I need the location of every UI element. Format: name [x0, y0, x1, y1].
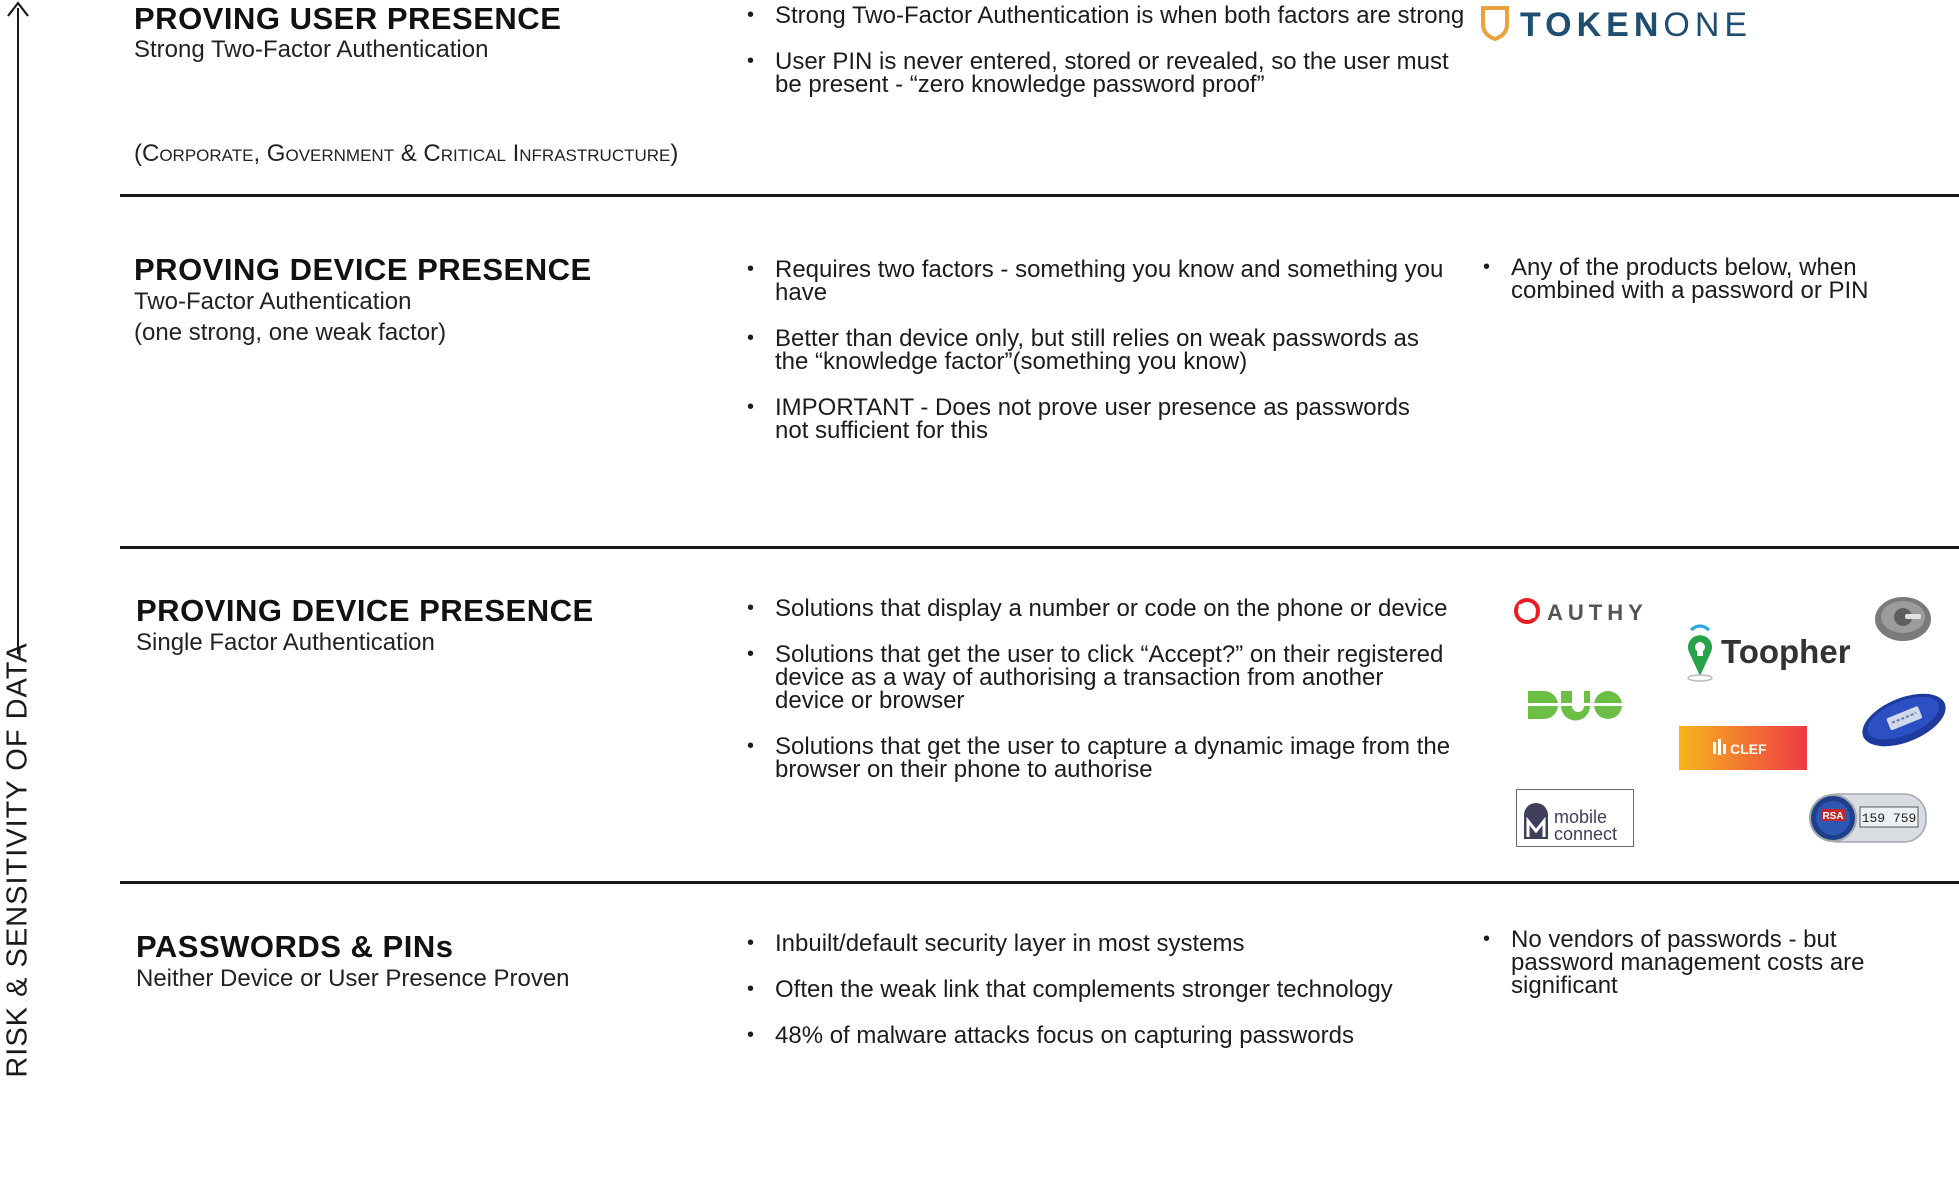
row-note: (Corporate, Government & Critical Infrastructure)	[134, 140, 679, 167]
rsa-securid-logo	[1806, 788, 1928, 853]
row-divider	[120, 194, 1959, 197]
duo-logo	[1528, 688, 1624, 727]
row-divider	[120, 881, 1959, 884]
key-fob-icon	[1872, 594, 1934, 644]
svg-text:159 759: 159 759	[1861, 811, 1917, 826]
description-item: • Inbuilt/default security layer in most systems	[775, 932, 1425, 955]
description-item: • 48% of malware attacks focus on capturing passwords	[775, 1024, 1425, 1047]
row-title: PASSWORDS & PINs	[136, 929, 454, 964]
tokenone-logo	[1480, 4, 1780, 47]
description-list	[745, 4, 1465, 119]
svg-text:connect: connect	[1554, 824, 1618, 844]
blue-token-logo	[1858, 688, 1950, 757]
rsa-securid-icon	[1806, 788, 1928, 848]
description-item: • Better than device only, but still relies on weak passwords as the “knowledge factor”(something you know)	[775, 327, 1445, 373]
row-title: PROVING USER PRESENCE	[134, 1, 562, 36]
row-subtitle: Single Factor Authentication	[136, 629, 435, 656]
vendor-item: • No vendors of passwords - but password management costs are significant	[1511, 928, 1931, 997]
authy-icon	[1516, 600, 1538, 622]
description-item: • Solutions that display a number or code on the phone or device	[775, 597, 1455, 620]
authy-logo	[1514, 596, 1664, 631]
description-item: • Often the weak link that complements stronger technology	[775, 978, 1425, 1001]
vendor-list	[1481, 928, 1931, 1020]
clef-logo	[1679, 726, 1807, 775]
svg-text:Toopher: Toopher	[1721, 633, 1851, 670]
description-list	[745, 597, 1455, 804]
vendor-list	[1481, 256, 1871, 325]
svg-text:CLEF: CLEF	[1730, 741, 1767, 757]
axis-label: RISK & SENSITIVITY OF DATA	[1, 642, 34, 1078]
svg-text:AUTHY: AUTHY	[1547, 600, 1648, 625]
row-divider	[120, 546, 1959, 549]
description-item: • User PIN is never entered, stored or revealed, so the user must be present - “zero knowledge password proof”	[775, 50, 1465, 96]
duo-icon	[1528, 688, 1624, 722]
description-item: • IMPORTANT - Does not prove user presence as passwords not sufficient for this	[775, 396, 1445, 442]
row-title: PROVING DEVICE PRESENCE	[134, 252, 592, 287]
description-item: • Solutions that get the user to capture a dynamic image from the browser on their phone to authorise	[775, 735, 1455, 781]
toopher-logo	[1683, 620, 1853, 687]
toopher-pin-icon	[1688, 626, 1712, 681]
description-list	[745, 932, 1425, 1070]
svg-text:TOKENONE: TOKENONE	[1520, 6, 1753, 42]
vendor-item: • Any of the products below, when combined with a password or PIN	[1511, 256, 1871, 302]
mobile-connect-logo	[1516, 789, 1636, 854]
blue-token-icon	[1858, 688, 1950, 752]
mobile-connect-icon	[1524, 803, 1548, 839]
row-subtitle: Two-Factor Authentication	[134, 288, 412, 315]
row-subtitle: Neither Device or User Presence Proven	[136, 965, 570, 992]
svg-text:mobile: mobile	[1554, 807, 1608, 827]
row-subtitle: Strong Two-Factor Authentication	[134, 36, 489, 63]
description-item: • Solutions that get the user to click “Accept?” on their registered device as a way of authorising a transaction from another device or browser	[775, 643, 1455, 712]
clef-icon	[1679, 726, 1807, 770]
row-subtitle: (one strong, one weak factor)	[134, 319, 447, 346]
tokenone-shield-icon	[1483, 8, 1507, 39]
axis-line	[17, 8, 19, 654]
description-item: • Requires two factors - something you know and something you have	[775, 258, 1445, 304]
row-title: PROVING DEVICE PRESENCE	[136, 593, 594, 628]
description-list	[745, 258, 1445, 465]
svg-text:RSA: RSA	[1822, 811, 1844, 822]
key-fob-logo	[1872, 594, 1934, 649]
description-item: • Strong Two-Factor Authentication is when both factors are strong	[775, 4, 1465, 27]
